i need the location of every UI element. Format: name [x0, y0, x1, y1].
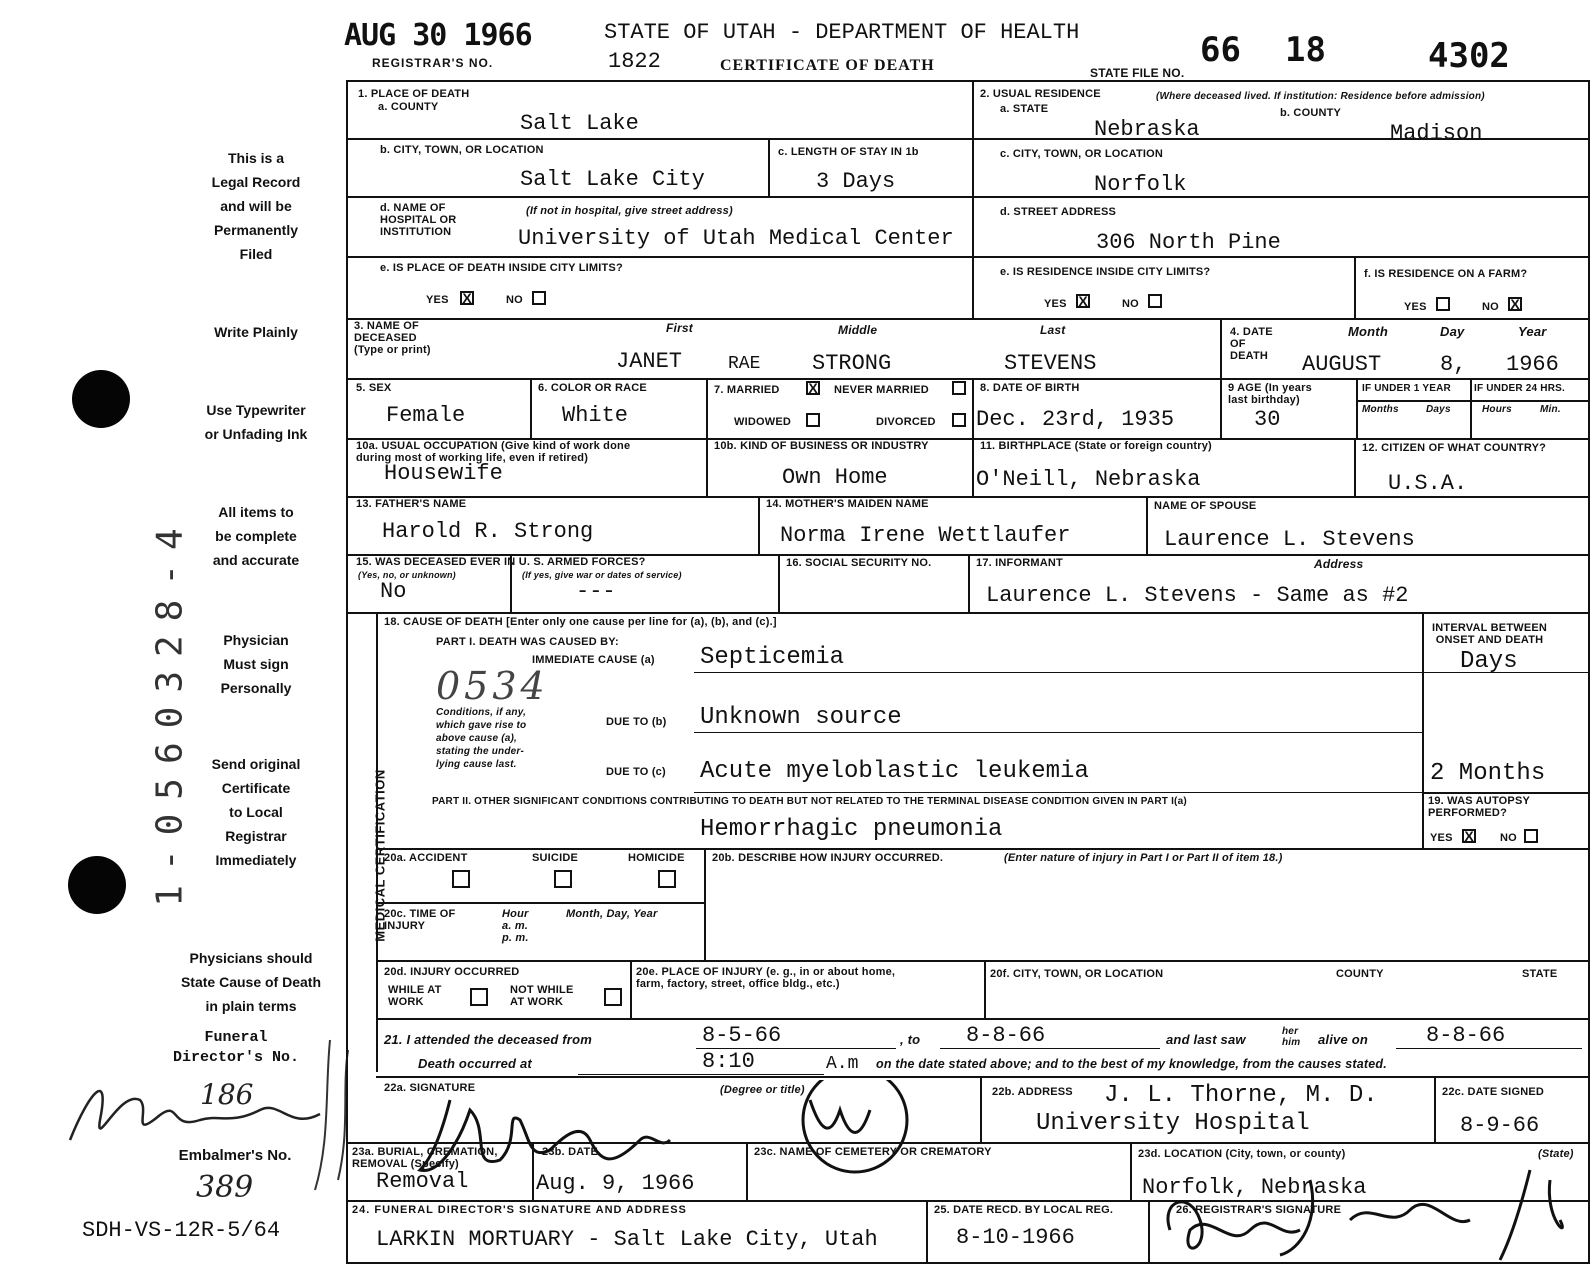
registrars-no-label: REGISTRAR'S NO. [372, 56, 494, 70]
cause-a-value: Septicemia [700, 644, 845, 671]
vertical-serial-number: 1-0560328-4 [149, 514, 191, 907]
usual-residence-label: 2. USUAL RESIDENCE [980, 88, 1101, 100]
city-20f-label: 20f. CITY, TOWN, OR LOCATION [990, 968, 1164, 980]
hours-label: Hours [1482, 404, 1512, 415]
armed-value: No [380, 579, 407, 604]
res-inside-no-label: NO [1122, 298, 1139, 310]
address-22b-label: 22b. ADDRESS [992, 1086, 1073, 1098]
date-signed-value: 8-9-66 [1460, 1113, 1540, 1138]
degree-label: (Degree or title) [720, 1084, 805, 1096]
homicide-label: HOMICIDE [628, 852, 685, 864]
physician-address-value: University Hospital [1036, 1110, 1310, 1137]
months-label: Months [1362, 404, 1399, 415]
funeral-director-no: 186 [200, 1078, 254, 1111]
state-paren-label: (State) [1538, 1148, 1574, 1160]
margin-note-complete: All items to be complete and accurate [212, 504, 300, 568]
citizen-label: 12. CITIZEN OF WHAT COUNTRY? [1362, 442, 1547, 454]
married-label: 7. MARRIED [714, 384, 780, 396]
cause-b-value: Unknown source [700, 704, 902, 731]
date-recd-label: 25. DATE RECD. BY LOCAL REG. [934, 1204, 1114, 1216]
citizen-value: U.S.A. [1388, 471, 1468, 496]
death-occurred-label: Death occurred at [418, 1056, 532, 1071]
res-city-value: Norfolk [1094, 172, 1187, 197]
embalmer-label: Embalmer's No. [178, 1147, 292, 1164]
autopsy-no-label: NO [1500, 832, 1517, 844]
county-20f-label: COUNTY [1336, 968, 1384, 980]
length-stay-label: c. LENGTH OF STAY IN 1b [778, 146, 919, 158]
month-label: Month [1348, 324, 1388, 339]
am-value: A.m [826, 1054, 859, 1074]
father-label: 13. FATHER'S NAME [356, 498, 467, 510]
birthplace-value: O'Neill, Nebraska [976, 467, 1201, 492]
informant-value: Laurence L. Stevens - Same as #2 [986, 583, 1409, 608]
alive-on-value: 8-8-66 [1426, 1023, 1506, 1048]
embalmer-no: 389 [196, 1170, 254, 1205]
state-file-label: STATE FILE NO. [1090, 66, 1185, 80]
state-file-b: 18 [1285, 30, 1326, 70]
race-value: White [562, 403, 629, 428]
death-day-value: 8, [1440, 352, 1467, 377]
widowed-label: WIDOWED [734, 416, 792, 428]
mother-value: Norma Irene Wettlaufer [780, 523, 1071, 548]
registrar-signature [1150, 1160, 1590, 1270]
time-injury-label: 20c. TIME OF INJURY [384, 908, 456, 932]
form-code: SDH-VS-12R-5/64 [82, 1218, 281, 1243]
length-stay-value: 3 Days [816, 169, 896, 194]
divorced-label: DIVORCED [876, 416, 936, 428]
street-label: d. STREET ADDRESS [1000, 206, 1117, 218]
interval-c-value: 2 Months [1430, 760, 1546, 787]
city-value: Salt Lake City [520, 167, 705, 192]
margin-note-write: Write Plainly [214, 324, 298, 340]
last-label: Last [1040, 323, 1066, 337]
hospital-note: (If not in hospital, give street address) [526, 205, 733, 217]
spouse-label: NAME OF SPOUSE [1154, 500, 1257, 512]
location-value: Norfolk, Nebraska [1142, 1175, 1367, 1200]
ssn-label: 16. SOCIAL SECURITY NO. [786, 557, 932, 569]
age-value: 30 [1254, 407, 1281, 432]
margin-note-physicians-should: Physicians should State Cause of Death in plain terms [180, 950, 322, 1014]
married-checkbox[interactable]: X [806, 381, 820, 395]
age-label: 9 AGE (In years last birthday) [1228, 382, 1312, 406]
physician-value: J. L. Thorne, M. D. [1104, 1082, 1378, 1109]
code-value: 0534 [436, 664, 549, 708]
punch-hole-bottom [68, 856, 126, 914]
medical-certification-label: MEDICAL CERTIFICATION [372, 769, 388, 942]
last-name-value: STEVENS [1004, 351, 1097, 376]
date-death-label: 4. DATE OF DEATH [1230, 326, 1273, 362]
state-file-a: 66 [1200, 30, 1241, 70]
place-injury-label: 20e. PLACE OF INJURY (e. g., in or about home, farm, factory, street, office bldg., etc.) [636, 966, 896, 990]
race-label: 6. COLOR OR RACE [538, 382, 647, 394]
middle-label: Middle [838, 323, 878, 337]
funeral-director-value: LARKIN MORTUARY - Salt Lake City, Utah [376, 1227, 878, 1252]
part1-label: PART I. DEATH WAS CAUSED BY: [436, 636, 619, 648]
res-state-value: Nebraska [1094, 117, 1200, 142]
hour-label: Hour a. m. p. m. [502, 908, 529, 944]
farm-no-checkbox[interactable]: X [1508, 297, 1522, 311]
farm-no-label: NO [1482, 301, 1499, 313]
hospital-label: d. NAME OF HOSPITAL OR INSTITUTION [380, 202, 457, 238]
to-label: , to [900, 1032, 921, 1047]
accident-label: 20a. ACCIDENT [384, 852, 468, 864]
spouse-value: Laurence L. Stevens [1164, 527, 1415, 552]
state-title: STATE OF UTAH - DEPARTMENT OF HEALTH [604, 20, 1080, 45]
maiden-name-value: STRONG [812, 351, 892, 376]
occupation-value: Housewife [384, 461, 503, 486]
certificate-title: CERTIFICATE OF DEATH [720, 57, 935, 74]
informant-label: 17. INFORMANT [976, 557, 1063, 569]
cause-c-value: Acute myeloblastic leukemia [700, 758, 1089, 785]
res-county-label: b. COUNTY [1280, 107, 1342, 119]
mdy-label: Month, Day, Year [566, 908, 658, 920]
armed-label: 15. WAS DECEASED EVER IN U. S. ARMED FORCES? [356, 556, 646, 568]
date-stamp: AUG 30 1966 [344, 18, 532, 53]
interval-label: INTERVAL BETWEEN ONSET AND DEATH [1432, 622, 1548, 646]
location-label: 23d. LOCATION (City, town, or county) [1138, 1148, 1346, 1160]
first-name-value: JANET [616, 349, 683, 374]
while-work-checkbox[interactable] [470, 988, 488, 1006]
margin-note-physician: Physician Must sign Personally [220, 632, 292, 696]
farm-yes-checkbox[interactable] [1436, 297, 1450, 311]
date-signed-label: 22c. DATE SIGNED [1442, 1086, 1545, 1098]
funeral-director-sig-label: 24. FUNERAL DIRECTOR'S SIGNATURE AND ADDRESS [352, 1204, 687, 1216]
part2-value: Hemorrhagic pneumonia [700, 816, 1003, 843]
part2-label: PART II. OTHER SIGNIFICANT CONDITIONS CONTRIBUTING TO DEATH BUT NOT RELATED TO THE TERMINAL DISEASE CONDITION GIVEN IN PART I(a) [432, 796, 1187, 807]
immediate-label: IMMEDIATE CAUSE (a) [532, 654, 655, 666]
res-county-value: Madison [1390, 121, 1483, 146]
business-value: Own Home [782, 465, 888, 490]
under-1yr-label: IF UNDER 1 YEAR [1362, 383, 1451, 394]
signature-label: 22a. SIGNATURE [384, 1082, 476, 1094]
not-work-checkbox[interactable] [604, 988, 622, 1006]
under-24-label: IF UNDER 24 HRS. [1474, 383, 1565, 394]
first-label: First [666, 321, 694, 335]
death-month-value: AUGUST [1302, 352, 1382, 377]
due-c-label: DUE TO (c) [606, 766, 666, 778]
cemetery-label: 23c. NAME OF CEMETERY OR CREMATORY [754, 1146, 992, 1158]
conditions-note: Conditions, if any, which gave rise to above cause (a), stating the under- lying cause last. [436, 707, 527, 770]
inside-no-label: NO [506, 294, 523, 306]
divorced-checkbox[interactable] [952, 413, 966, 427]
last-saw-label: and last saw [1166, 1032, 1246, 1047]
sex-value: Female [386, 403, 466, 428]
her-him-label: her him [1282, 1026, 1301, 1048]
state-20f-label: STATE [1522, 968, 1558, 980]
armed-note-a: (Yes, no, or unknown) [358, 570, 456, 580]
date-recd-value: 8-10-1966 [956, 1225, 1075, 1250]
burial-date-value: Aug. 9, 1966 [536, 1171, 695, 1196]
attended-label: 21. I attended the deceased from [384, 1032, 592, 1047]
place-of-death-label: 1. PLACE OF DEATH [358, 88, 470, 100]
punch-hole-top [72, 370, 130, 428]
attended-to-value: 8-8-66 [966, 1023, 1046, 1048]
alive-on-label: alive on [1318, 1032, 1369, 1047]
interval-a-value: Days [1460, 648, 1518, 675]
res-city-label: c. CITY, TOWN, OR LOCATION [1000, 148, 1164, 160]
state-label: a. STATE [1000, 103, 1049, 115]
hospital-value: University of Utah Medical Center [518, 226, 954, 251]
day-label: Day [1440, 324, 1465, 339]
sex-label: 5. SEX [356, 382, 392, 394]
min-label: Min. [1540, 404, 1561, 415]
inside-limits-no-checkbox[interactable] [532, 291, 546, 305]
armed-note-b: (If yes, give war or dates of service) [522, 570, 682, 580]
never-married-label: NEVER MARRIED [834, 384, 929, 396]
dob-value: Dec. 23rd, 1935 [976, 407, 1175, 432]
city-label: b. CITY, TOWN, OR LOCATION [380, 144, 544, 156]
widowed-checkbox[interactable] [806, 413, 820, 427]
inside-limits-yes-checkbox[interactable]: X [460, 291, 474, 305]
injury-how-label: 20b. DESCRIBE HOW INJURY OCCURRED. [712, 852, 944, 864]
county-value: Salt Lake [520, 111, 639, 136]
address-label: Address [1314, 557, 1364, 571]
injury-occurred-label: 20d. INJURY OCCURRED [384, 966, 520, 978]
burial-value: Removal [376, 1169, 469, 1194]
homicide-checkbox[interactable] [658, 870, 676, 888]
due-b-label: DUE TO (b) [606, 716, 667, 728]
street-value: 306 North Pine [1096, 230, 1281, 255]
never-married-checkbox[interactable] [952, 381, 966, 395]
birthplace-label: 11. BIRTHPLACE (State or foreign country) [980, 440, 1212, 452]
year-label: Year [1518, 324, 1547, 339]
autopsy-no-checkbox[interactable] [1524, 829, 1538, 843]
burial-label: 23a. BURIAL, CREMATION, REMOVAL (Specify) [352, 1146, 498, 1170]
res-inside-yes-checkbox[interactable]: X [1076, 294, 1090, 308]
registrar-sig-label: 26. REGISTRAR'S SIGNATURE [1176, 1204, 1342, 1216]
funeral-director-label: Funeral Director's No. [172, 1029, 300, 1066]
autopsy-yes-label: YES [1430, 832, 1453, 844]
mother-label: 14. MOTHER'S MAIDEN NAME [766, 498, 929, 510]
suicide-checkbox[interactable] [554, 870, 572, 888]
res-inside-yes-label: YES [1044, 298, 1067, 310]
stated-above-label: on the date stated above; and to the best of my knowledge, from the causes stated. [876, 1057, 1387, 1071]
suicide-label: SUICIDE [532, 852, 579, 864]
margin-note-legal: This is a Legal Record and will be Permanently Filed [211, 150, 301, 262]
occupation-label: 10a. USUAL OCCUPATION (Give kind of work done during most of working life, even if retired) [356, 440, 631, 464]
armed-service-value: --- [576, 579, 616, 604]
days-label: Days [1426, 404, 1451, 415]
state-file-c: 4302 [1428, 36, 1510, 76]
burial-date-label: 23b. DATE [542, 1146, 598, 1158]
res-inside-no-checkbox[interactable] [1148, 294, 1162, 308]
county-label: a. COUNTY [378, 101, 439, 113]
res-inside-label: e. IS RESIDENCE INSIDE CITY LIMITS? [1000, 266, 1211, 278]
cause-label: 18. CAUSE OF DEATH [Enter only one cause per line for (a), (b), and (c).] [384, 616, 777, 628]
father-value: Harold R. Strong [382, 519, 594, 544]
margin-note-typewriter: Use Typewriter or Unfading Ink [204, 402, 308, 442]
farm-yes-label: YES [1404, 301, 1427, 313]
margin-note-send: Send original Certificate to Local Registrar Immediately [211, 756, 301, 868]
name-label: 3. NAME OF DECEASED (Type or print) [354, 320, 431, 356]
not-work-label: NOT WHILE AT WORK [510, 984, 574, 1008]
accident-checkbox[interactable] [452, 870, 470, 888]
autopsy-yes-checkbox[interactable]: X [1462, 829, 1476, 843]
farm-label: f. IS RESIDENCE ON A FARM? [1364, 268, 1528, 280]
autopsy-label: 19. WAS AUTOPSY PERFORMED? [1428, 795, 1531, 819]
inside-limits-label: e. IS PLACE OF DEATH INSIDE CITY LIMITS? [380, 262, 623, 274]
injury-how-note: (Enter nature of injury in Part I or Part II of item 18.) [1004, 852, 1283, 864]
attended-from-value: 8-5-66 [702, 1023, 782, 1048]
dob-label: 8. DATE OF BIRTH [980, 382, 1080, 394]
business-label: 10b. KIND OF BUSINESS OR INDUSTRY [714, 440, 929, 452]
inside-yes-label: YES [426, 294, 449, 306]
usual-residence-note: (Where deceased lived. If institution: Residence before admission) [1156, 91, 1485, 102]
death-time-value: 8:10 [702, 1049, 755, 1074]
registrars-no: 1822 [608, 49, 661, 74]
middle-name-value: RAE [728, 354, 761, 374]
while-work-label: WHILE AT WORK [388, 984, 442, 1008]
funeral-director-scribble [30, 1030, 360, 1200]
death-year-value: 1966 [1506, 352, 1559, 377]
